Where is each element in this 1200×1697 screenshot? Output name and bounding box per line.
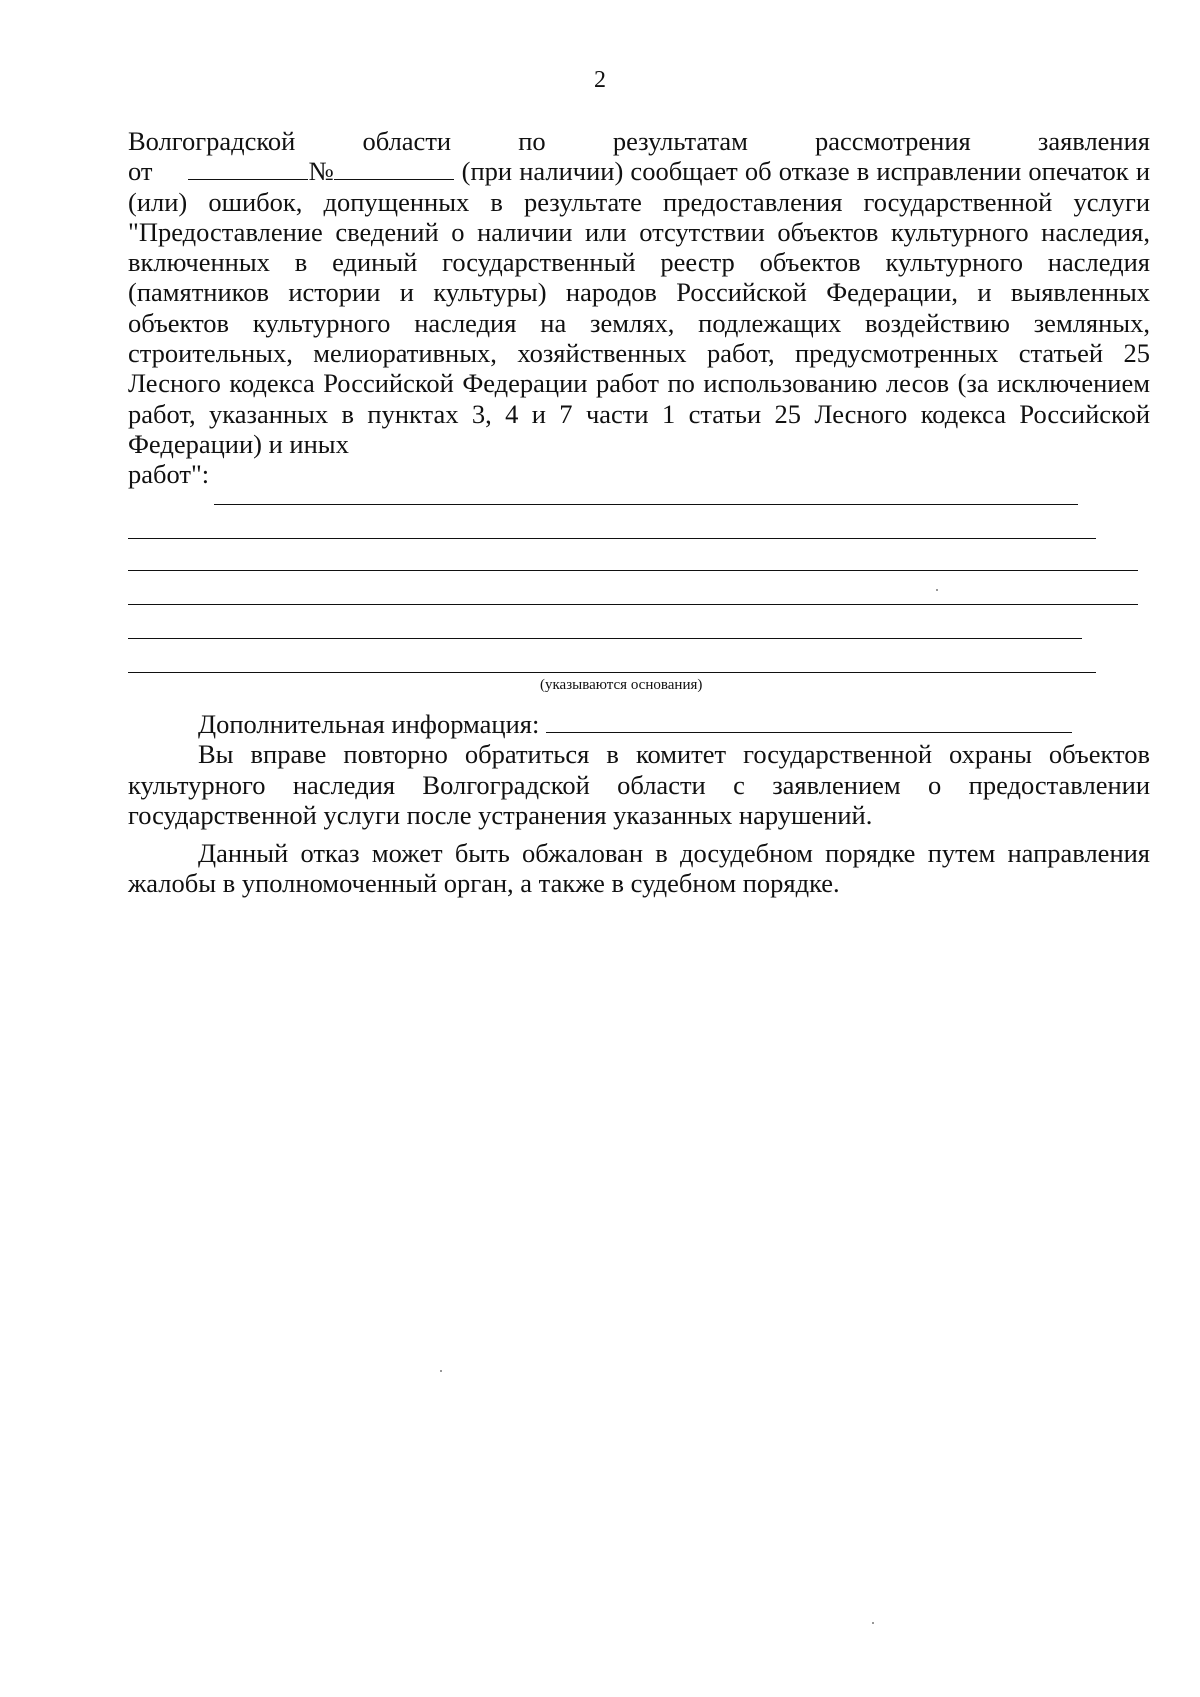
additional-info-blank (546, 712, 1072, 733)
main-line-last (128, 459, 1150, 489)
main-line-2 (128, 156, 1150, 459)
number-sign: № (308, 156, 335, 187)
reason-line-1 (214, 504, 1078, 505)
page-number: 2 (594, 67, 606, 93)
scan-speck (872, 1622, 874, 1624)
reasons-caption: (указываются основания) (540, 677, 703, 693)
main-text: (при наличии) сообщает об отказе в исправлении опечаток и (или) ошибок, допущенных в результате предоставления государственной услуги "Предоставление сведений о наличии или отсутствии объектов культурного наследия, включенных в единый государственный реестр объектов культурного наследия (памятников истории и культуры) народов Российской Федерации, и выявленных объектов культурного наследия на землях, подлежащих воздействию земляных, строительных, мелиоративных, хозяйственных работ, предусмотренных статьей 25 Лесного кодекса Российской Федерации работ по использованию лесов (за исключением работ, указанных в пунктах 3, 4 и 7 части 1 статьи 25 Лесного кодекса Российской Федерации) и иных (128, 156, 1151, 459)
reason-line-2 (128, 538, 1096, 539)
reason-line-4 (128, 604, 1138, 605)
reason-line-3 (128, 570, 1138, 571)
reason-line-6 (128, 672, 1096, 673)
main-line-1: Волгоградской области по результатам рассмотрения заявления (128, 126, 1150, 156)
date-blank (188, 157, 308, 180)
additional-block (128, 709, 1150, 899)
reason-line-5 (128, 638, 1082, 639)
main-paragraph (128, 126, 1150, 490)
appeal-paragraph: Данный отказ может быть обжалован в досудебном порядке путем направления жалобы в уполномоченный орган, а также в судебном порядке. (128, 838, 1150, 899)
works-label: работ": (128, 459, 210, 490)
reapply-paragraph: Вы вправе повторно обратиться в комитет государственной охраны объектов культурного наследия Волгоградской области с заявлением о предоставлении государственной услуги после устранения указанных нарушений. (128, 739, 1150, 830)
number-blank (334, 157, 454, 180)
additional-info-label: Дополнительная информация: (198, 709, 540, 739)
scan-speck (440, 1370, 442, 1372)
from-label: от (128, 156, 153, 187)
scan-speck (936, 589, 938, 591)
additional-info-line (128, 709, 1150, 739)
